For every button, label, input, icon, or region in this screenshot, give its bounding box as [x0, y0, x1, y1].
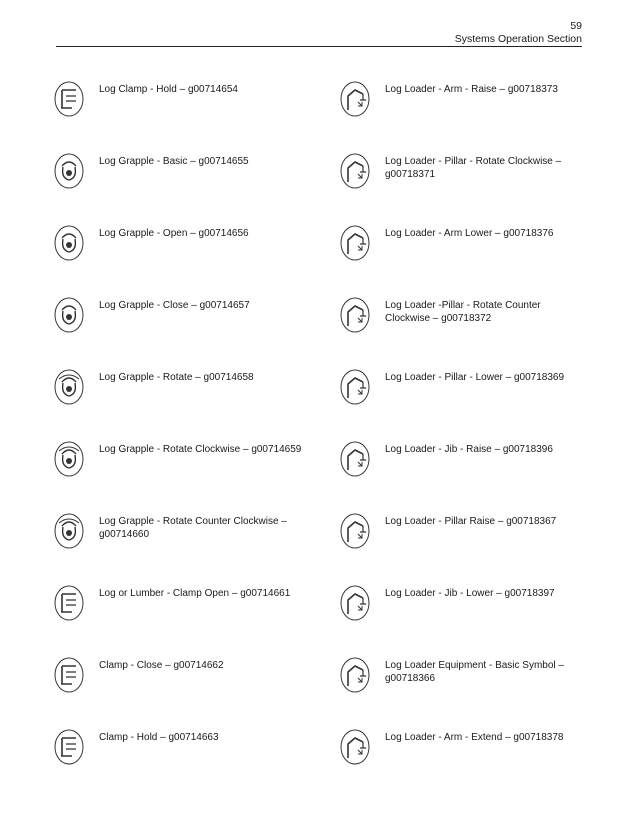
symbol-code: g00714660	[99, 529, 150, 540]
dash-separator: –	[430, 313, 442, 324]
log-grapple-close-icon	[52, 296, 86, 334]
symbol-row	[52, 70, 592, 130]
symbol-caption	[385, 227, 585, 240]
dash-separator: –	[192, 372, 204, 383]
symbol-label: Log Grapple - Close	[99, 300, 189, 311]
page-header	[56, 0, 582, 46]
left-symbol-entry	[52, 574, 322, 634]
section-title: Systems Operation Section	[454, 33, 582, 45]
dash-separator: –	[493, 588, 505, 599]
symbol-label: Log Loader - Arm - Raise	[385, 84, 497, 95]
symbol-caption	[385, 659, 585, 685]
log-grapple-basic-icon	[52, 152, 86, 190]
symbol-row	[52, 358, 592, 418]
symbol-code: g00718366	[385, 673, 436, 684]
right-symbol-entry	[338, 70, 592, 130]
symbol-row	[52, 142, 592, 202]
left-symbol-entry	[52, 358, 322, 418]
arm-extend-icon	[338, 728, 372, 766]
symbol-label: Log Grapple - Rotate Counter Clockwise	[99, 516, 279, 527]
symbol-caption	[99, 443, 314, 456]
arm-raise-icon	[338, 80, 372, 118]
page-number: 59	[570, 20, 582, 32]
symbol-code: g00718397	[504, 588, 555, 599]
symbol-row	[52, 286, 592, 346]
symbol-label: Log Loader - Jib - Lower	[385, 588, 494, 599]
symbol-label: Log Grapple - Open	[99, 228, 188, 239]
right-symbol-entry	[338, 574, 592, 634]
symbol-code: g00714662	[173, 660, 224, 671]
right-symbol-entry	[338, 286, 592, 346]
left-symbol-entry	[52, 430, 322, 490]
symbol-label: Log Loader - Pillar Raise	[385, 516, 496, 527]
symbol-code: g00718378	[513, 732, 564, 743]
symbol-label: Log Grapple - Rotate Clockwise	[99, 444, 241, 455]
dash-separator: –	[555, 660, 564, 671]
clamp-open-icon	[52, 584, 86, 622]
symbol-caption	[385, 731, 585, 744]
symbol-label: Log Loader - Arm Lower	[385, 228, 493, 239]
symbol-label: Log Clamp - Hold	[99, 84, 177, 95]
left-symbol-entry	[52, 70, 322, 130]
log-grapple-rotate-counter-clockwise-icon	[52, 512, 86, 550]
pillar-rotate-clockwise-icon	[338, 152, 372, 190]
right-symbol-entry	[338, 358, 592, 418]
symbol-caption	[99, 155, 314, 168]
log-grapple-rotate-clockwise-icon	[52, 440, 86, 478]
symbol-code: g00714663	[168, 732, 219, 743]
symbol-code: g00718376	[503, 228, 554, 239]
right-symbol-entry	[338, 214, 592, 274]
symbol-row	[52, 502, 592, 562]
dash-separator: –	[492, 228, 504, 239]
log-grapple-rotate-icon	[52, 368, 86, 406]
left-symbol-entry	[52, 214, 322, 274]
dash-separator: –	[188, 300, 200, 311]
symbol-code: g00718371	[385, 169, 436, 180]
symbol-label: Clamp - Hold	[99, 732, 158, 743]
symbol-caption	[99, 587, 314, 600]
symbol-caption	[385, 587, 585, 600]
loader-basic-symbol-icon	[338, 656, 372, 694]
clamp-hold-icon	[52, 728, 86, 766]
dash-separator: –	[229, 588, 241, 599]
symbol-code: g00714661	[240, 588, 291, 599]
symbol-code: g00718396	[502, 444, 553, 455]
dash-separator: –	[552, 156, 562, 167]
dash-separator: –	[187, 228, 199, 239]
symbol-code: g00714656	[198, 228, 249, 239]
symbol-caption	[385, 83, 585, 96]
dash-separator: –	[491, 444, 503, 455]
symbol-code: g00714655	[198, 156, 249, 167]
symbol-label: Clamp - Close	[99, 660, 163, 671]
symbol-row	[52, 430, 592, 490]
pillar-lower-icon	[338, 368, 372, 406]
left-symbol-entry	[52, 142, 322, 202]
symbol-caption	[99, 299, 314, 312]
dash-separator: –	[176, 84, 188, 95]
symbol-code: g00714659	[251, 444, 302, 455]
symbol-caption	[99, 371, 314, 384]
right-symbol-entry	[338, 142, 592, 202]
symbol-label: Log Grapple - Rotate	[99, 372, 193, 383]
dash-separator: –	[240, 444, 252, 455]
symbol-label: Log Loader - Jib - Raise	[385, 444, 492, 455]
symbol-code: g00714658	[203, 372, 254, 383]
pillar-raise-icon	[338, 512, 372, 550]
dash-separator: –	[496, 84, 508, 95]
symbol-code: g00718369	[513, 372, 565, 383]
left-symbol-entry	[52, 502, 322, 562]
symbol-label: Log Loader - Pillar - Rotate Clockwise	[385, 156, 553, 167]
symbol-code: g00718373	[507, 84, 558, 95]
dash-separator: –	[157, 732, 169, 743]
symbol-caption	[99, 83, 314, 96]
pillar-rotate-counter-clockwise-icon	[338, 296, 372, 334]
right-symbol-entry	[338, 430, 592, 490]
symbol-row	[52, 574, 592, 634]
symbol-label: Log Loader - Pillar - Lower	[385, 372, 503, 383]
log-grapple-open-icon	[52, 224, 86, 262]
symbol-caption	[385, 515, 585, 528]
arm-lower-icon	[338, 224, 372, 262]
symbol-label: Log Grapple - Basic	[99, 156, 188, 167]
clamp-close-icon	[52, 656, 86, 694]
symbol-caption	[385, 371, 585, 384]
dash-separator: –	[495, 516, 507, 527]
symbol-code: g00718372	[441, 313, 492, 324]
symbol-caption	[385, 299, 585, 325]
symbol-label: Log Loader - Arm - Extend	[385, 732, 503, 743]
right-symbol-entry	[338, 502, 592, 562]
dash-separator: –	[502, 732, 514, 743]
symbol-code: g00718367	[506, 516, 557, 527]
dash-separator: –	[162, 660, 174, 671]
symbol-label: Log Loader -Pillar - Rotate Counter Clockwise	[385, 300, 541, 324]
left-symbol-entry	[52, 646, 322, 706]
log-clamp-hold-icon	[52, 80, 86, 118]
right-symbol-entry	[338, 646, 592, 706]
dash-separator: –	[502, 372, 514, 383]
symbol-caption	[385, 155, 585, 181]
left-symbol-entry	[52, 718, 322, 778]
symbol-label: Log or Lumber - Clamp Open	[99, 588, 230, 599]
symbol-code: g00714654	[187, 84, 238, 95]
right-symbol-entry	[338, 718, 592, 778]
header-rule	[56, 46, 582, 47]
symbol-label: Log Loader Equipment - Basic Symbol	[385, 660, 556, 671]
symbol-caption	[99, 227, 314, 240]
symbol-code: g00714657	[199, 300, 250, 311]
symbol-row	[52, 718, 592, 778]
symbol-caption	[385, 443, 585, 456]
symbol-caption	[99, 659, 314, 672]
left-symbol-entry	[52, 286, 322, 346]
symbol-caption	[99, 731, 314, 744]
symbol-caption	[99, 515, 314, 541]
dash-separator: –	[187, 156, 199, 167]
symbol-row	[52, 646, 592, 706]
dash-separator: –	[278, 516, 287, 527]
symbol-row	[52, 214, 592, 274]
jib-raise-icon	[338, 440, 372, 478]
jib-lower-icon	[338, 584, 372, 622]
